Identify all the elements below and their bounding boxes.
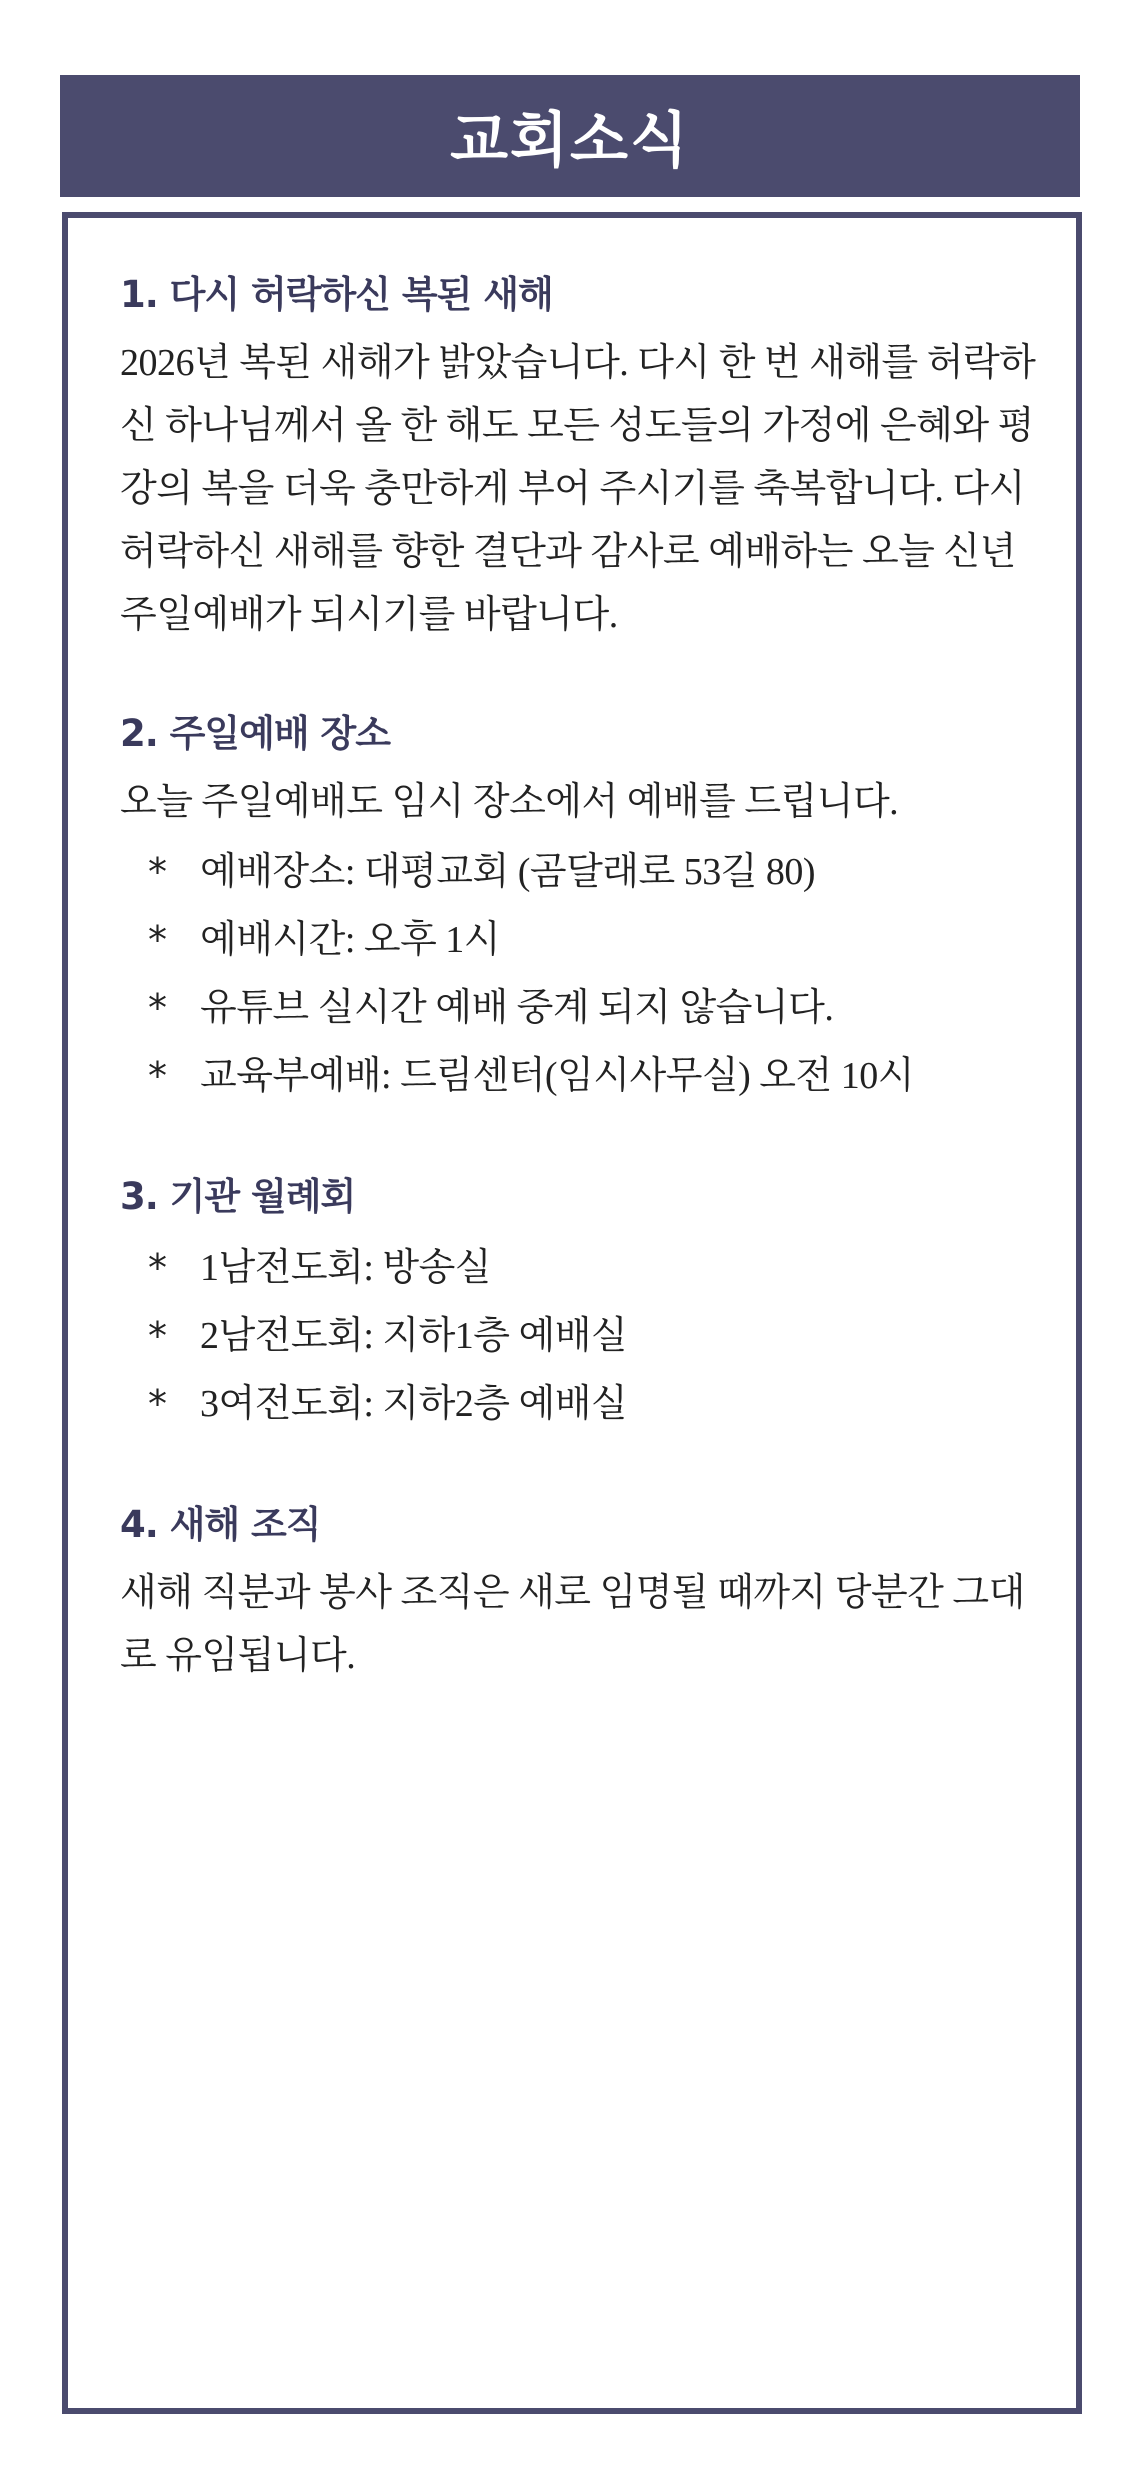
news-sections xyxy=(120,270,1040,1750)
bullet-list xyxy=(120,1234,1040,1438)
list-item-text: 유튜브 실시간 예배 중계 되지 않습니다. xyxy=(200,987,834,1029)
bullet-marker: * xyxy=(148,1382,167,1426)
list-item xyxy=(120,1234,1040,1302)
list-item-text: 교육부예배: 드림센터(임시사무실) 오전 10시 xyxy=(200,1055,914,1097)
section-paragraph: 2026년 복된 새해가 밝았습니다. 다시 한 번 새해를 허락하신 하나님께서 올 한 해도 모든 성도들의 가정에 은혜와 평강의 복을 더욱 충만하게 부어 주시기를 축복합니다. 다시 허락하신 새해를 향한 결단과 감사로 예배하는 오늘 신년 주일예배가 되시기를 바랍니다. xyxy=(120,342,1036,636)
list-item-text: 2남전도회: 지하1층 예배실 xyxy=(200,1315,628,1357)
section-heading: 1. 다시 허락하신 복된 새해 xyxy=(120,273,553,316)
bullet-marker: * xyxy=(148,1314,167,1358)
list-item xyxy=(120,1370,1040,1438)
list-item-text: 3여전도회: 지하2층 예배실 xyxy=(200,1383,628,1425)
section-heading: 4. 새해 조직 xyxy=(120,1503,321,1546)
section-new-year-blessing xyxy=(120,270,1040,647)
section-paragraph: 오늘 주일예배도 임시 장소에서 예배를 드립니다. xyxy=(120,781,899,823)
header-bar xyxy=(60,75,1080,197)
list-item xyxy=(120,906,1040,974)
list-item xyxy=(120,838,1040,906)
bullet-marker: * xyxy=(148,1054,167,1098)
section-worship-location xyxy=(120,709,1040,1110)
bullet-list xyxy=(120,838,1040,1110)
section-heading: 2. 주일예배 장소 xyxy=(120,712,391,755)
section-heading: 3. 기관 월례회 xyxy=(120,1175,356,1218)
list-item xyxy=(120,974,1040,1042)
list-item xyxy=(120,1042,1040,1110)
section-new-year-organization xyxy=(120,1500,1040,1688)
bullet-marker: * xyxy=(148,850,167,894)
list-item-text: 예배장소: 대평교회 (곰달래로 53길 80) xyxy=(200,851,816,893)
page-title: 교회소식 xyxy=(450,106,690,176)
list-item-text: 1남전도회: 방송실 xyxy=(200,1247,492,1289)
content-box xyxy=(62,212,1082,2414)
bullet-marker: * xyxy=(148,986,167,1030)
bullet-marker: * xyxy=(148,918,167,962)
bullet-marker: * xyxy=(148,1246,167,1290)
list-item-text: 예배시간: 오후 1시 xyxy=(200,919,501,961)
section-monthly-meetings xyxy=(120,1172,1040,1438)
list-item xyxy=(120,1302,1040,1370)
section-paragraph: 새해 직분과 봉사 조직은 새로 임명될 때까지 당분간 그대로 유임됩니다. xyxy=(120,1572,1025,1677)
